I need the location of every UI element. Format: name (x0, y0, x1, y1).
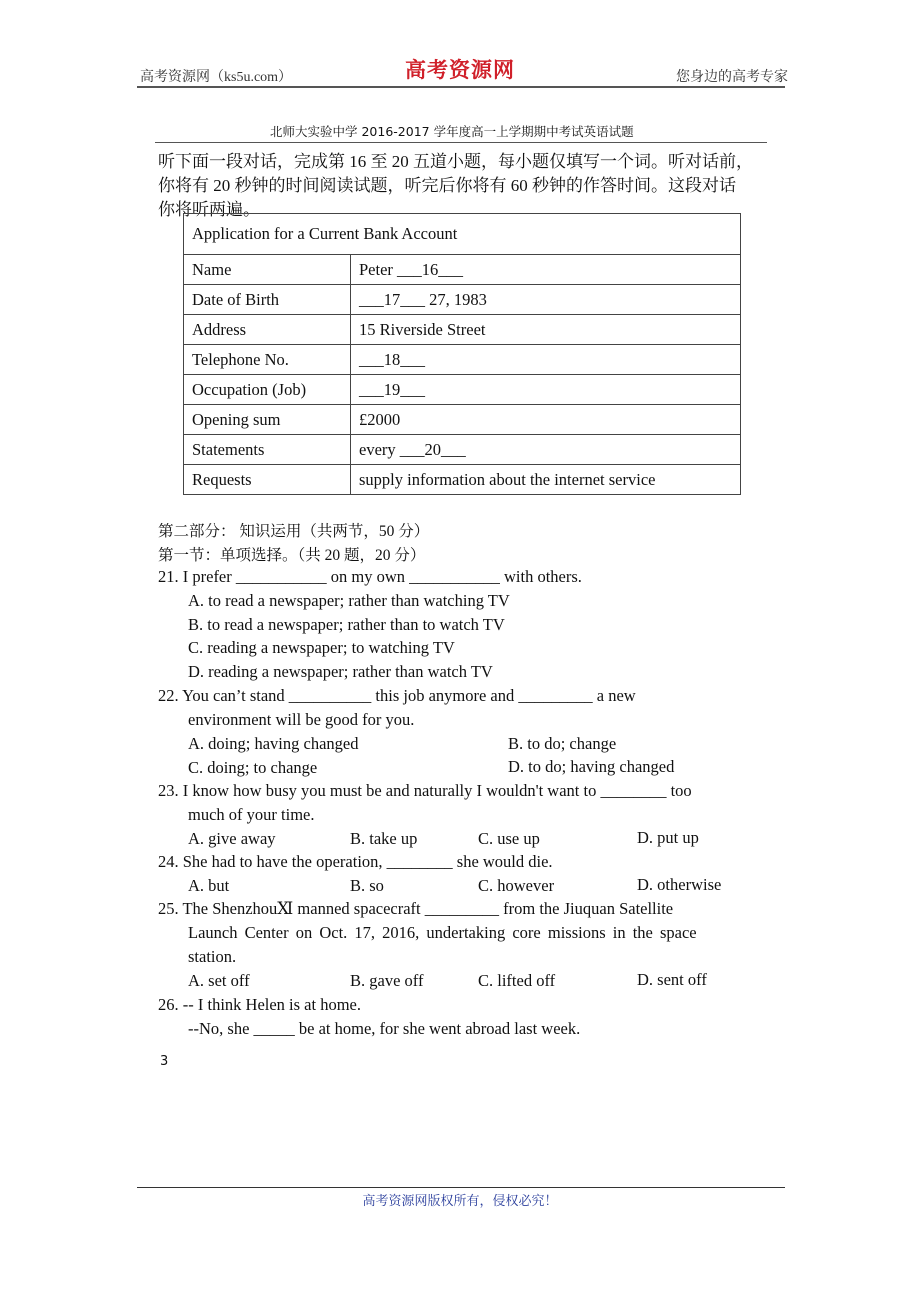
question-21-stem: 21. I prefer ___________ on my own ___________ with others. (158, 567, 582, 586)
table-title: Application for a Current Bank Account (184, 214, 741, 255)
option: C. however (478, 876, 555, 895)
table-row (184, 315, 741, 345)
part-heading: 第二部分： 知识运用（共两节，50 分） (158, 523, 430, 540)
instruction-line: 听下面一段对话，完成第 16 至 20 五道小题，每小题仅填写一个词。听对话前， (158, 152, 753, 171)
table-row (184, 255, 741, 285)
option: B. take up (350, 829, 418, 848)
row-label: Requests (184, 465, 351, 495)
question-22-stem: 22. You can’t stand __________ this job anymore and _________ a new (158, 686, 636, 705)
option: C. reading a newspaper; to watching TV (188, 638, 455, 657)
option: C. lifted off (478, 971, 556, 990)
option: B. so (350, 876, 384, 895)
option: A. but (188, 876, 230, 895)
title-rule (155, 142, 767, 143)
question-25-stem-cont: station. (188, 947, 237, 966)
option: C. doing; to change (188, 758, 318, 777)
question-23-stem-cont: much of your time. (188, 805, 315, 824)
instruction-line: 你将听两遍。 (158, 200, 260, 219)
row-value: ___17___ 27, 1983 (351, 285, 741, 315)
option: A. to read a newspaper; rather than watching TV (188, 591, 510, 610)
row-value: supply information about the internet service (351, 465, 741, 495)
row-value: £2000 (351, 405, 741, 435)
option: B. gave off (350, 971, 424, 990)
option: C. use up (478, 829, 540, 848)
instruction-line: 你将有 20 秒钟的时间阅读试题，听完后你将有 60 秒钟的作答时间。这段对话 (158, 176, 736, 195)
row-value: ___19___ (351, 375, 741, 405)
option: D. to do; having changed (508, 757, 675, 776)
bank-application-table (183, 213, 741, 495)
footer-copyright: 高考资源网版权所有，侵权必究！ (362, 1193, 558, 1208)
header-site-name: 高考资源网（ks5u.com） (140, 70, 293, 85)
page-number: 3 (160, 1054, 169, 1069)
section-heading: 第一节：单项选择。（共 20 题，20 分） (158, 547, 426, 564)
table-row (184, 375, 741, 405)
option: B. to read a newspaper; rather than to watch TV (188, 615, 505, 634)
option: A. give away (188, 829, 276, 848)
question-25-stem: 25. The ShenzhouⅪ manned spacecraft _________ from the Jiuquan Satellite (158, 899, 674, 918)
question-26-stem: 26. -- I think Helen is at home. (158, 995, 361, 1014)
table-row (184, 405, 741, 435)
question-22-stem-cont: environment will be good for you. (188, 710, 415, 729)
footer-rule (137, 1187, 785, 1188)
header-rule (137, 86, 785, 88)
row-value: 15 Riverside Street (351, 315, 741, 345)
option: A. doing; having changed (188, 734, 359, 753)
question-24-stem: 24. She had to have the operation, ________ she would die. (158, 852, 553, 871)
row-label: Statements (184, 435, 351, 465)
table-row (184, 345, 741, 375)
row-label: Opening sum (184, 405, 351, 435)
option: A. set off (188, 971, 250, 990)
row-value: Peter ___16___ (351, 255, 741, 285)
row-label: Name (184, 255, 351, 285)
question-26-stem-cont: --No, she _____ be at home, for she went abroad last week. (188, 1019, 581, 1038)
exam-title: 北师大实验中学 2016-2017 学年度高一上学期期中考试英语试题 (270, 124, 634, 139)
header-slogan: 您身边的高考专家 (676, 70, 788, 85)
row-value: ___18___ (351, 345, 741, 375)
option: D. sent off (637, 970, 707, 989)
option: D. put up (637, 828, 699, 847)
option: D. otherwise (637, 875, 722, 894)
option: B. to do; change (508, 734, 617, 753)
site-logo: 高考资源网 (405, 58, 515, 82)
question-23-stem: 23. I know how busy you must be and naturally I wouldn't want to ________ too (158, 781, 692, 800)
row-label: Telephone No. (184, 345, 351, 375)
table-row (184, 285, 741, 315)
table-row (184, 465, 741, 495)
table-row (184, 435, 741, 465)
question-25-stem-cont: Launch Center on Oct. 17, 2016, undertaking core missions in the space (188, 923, 697, 942)
row-value: every ___20___ (351, 435, 741, 465)
option: D. reading a newspaper; rather than watch TV (188, 662, 493, 681)
row-label: Date of Birth (184, 285, 351, 315)
row-label: Address (184, 315, 351, 345)
row-label: Occupation (Job) (184, 375, 351, 405)
